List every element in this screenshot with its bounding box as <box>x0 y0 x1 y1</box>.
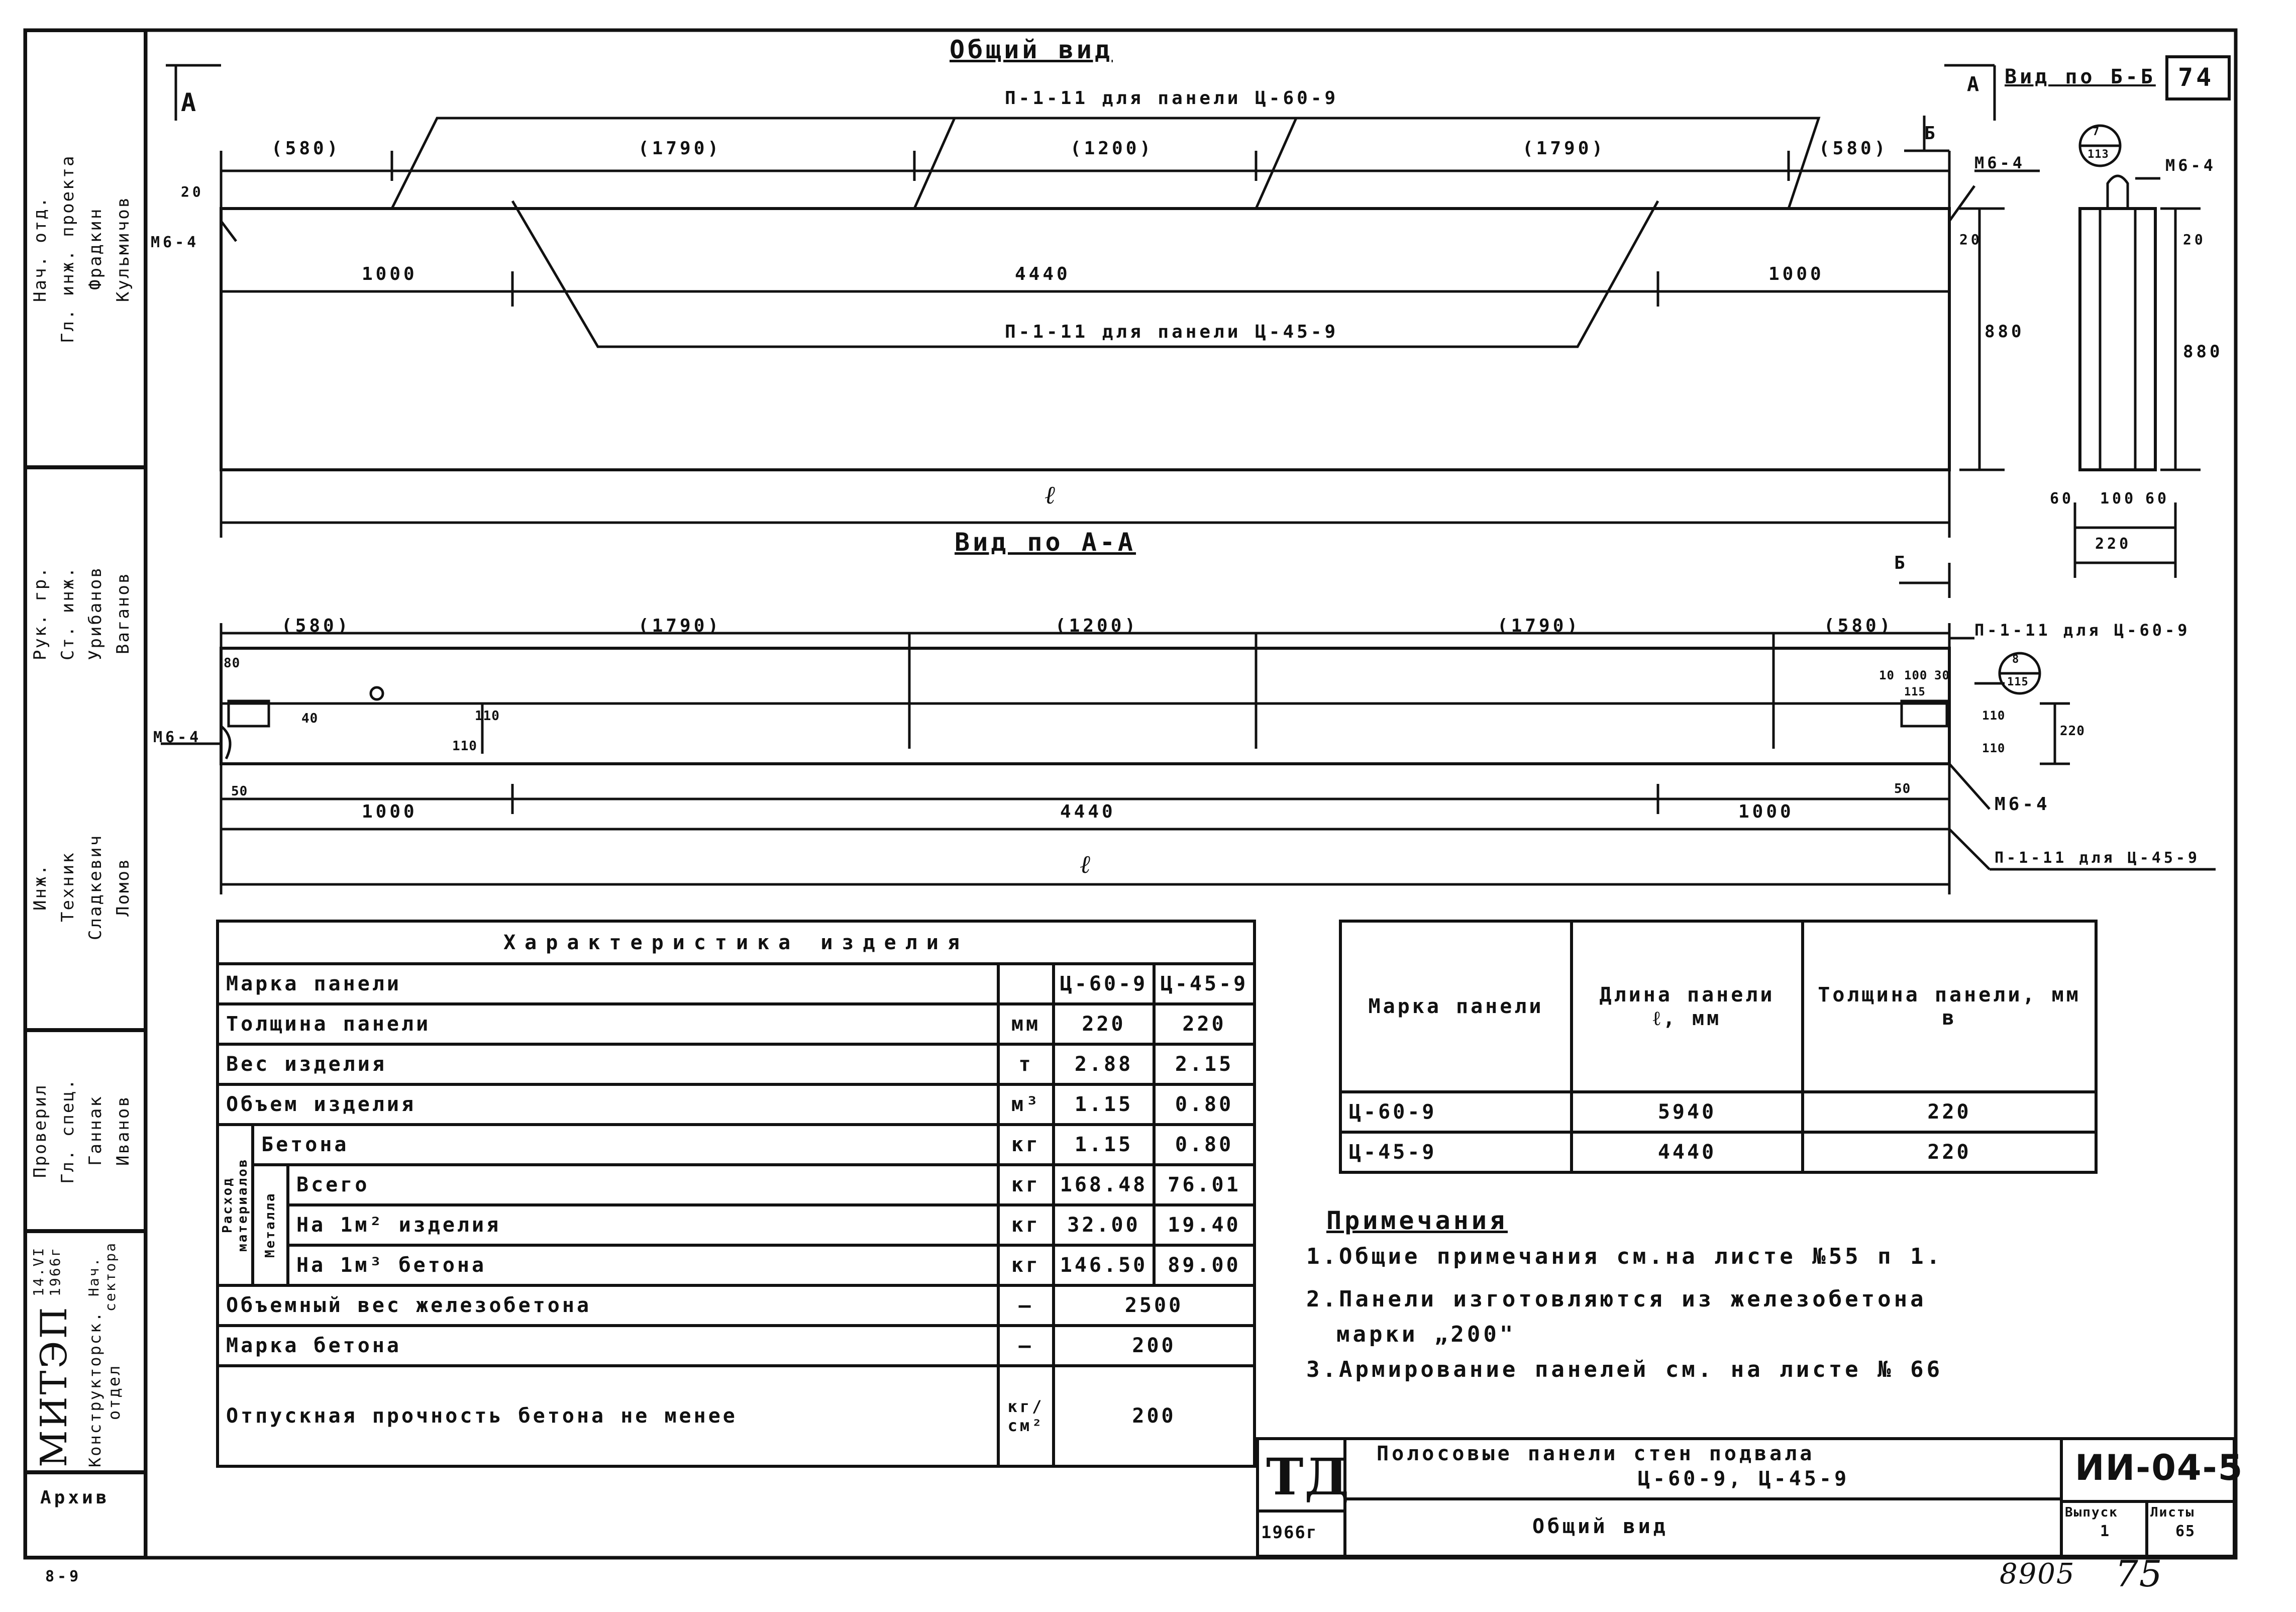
char-value: 0.80 <box>1175 1093 1234 1116</box>
sheet-value: 65 <box>2175 1523 2196 1540</box>
aa-small-2: 110 <box>475 709 500 724</box>
callout-side-top: 7 <box>2093 126 2100 138</box>
char-value: 76.01 <box>1168 1173 1241 1196</box>
char-row-label: Толщина панели <box>218 1004 998 1044</box>
top-dim-2: (1200) <box>1070 138 1154 159</box>
stamp-dept: Конструкторск. отдел <box>85 1311 124 1467</box>
title-year: 1966г <box>1261 1523 1318 1543</box>
characteristic-table: Характеристика изделия Марка панели Ц-60-9 Ц-45-9 Толщина панели мм 220 220 Вес изделия т 2.88 2.15 Объем изделия м³ 1.15 0.80 Расход материалов Бетона кг 1.15 0.80 Металла Всего кг 168.48 76.01 На 1м² изделия кг 32.00 19.40 На 1м³ бетона кг 146.50 89.00 Объемный вес железобетона — 2500 Марка бетона — 200 Отпускная прочность бетона не менее кг/см² 200 <box>216 920 1256 1468</box>
stamp-name-5: Ломов <box>113 857 133 917</box>
stamp-role-1: Гл. инж. проекта <box>58 154 78 343</box>
aa-top-dim-0: (580) <box>281 616 351 636</box>
issue-label: Выпуск <box>2065 1505 2118 1520</box>
stamp-name-3: Ваганов <box>113 571 133 655</box>
section-a-left: А <box>181 88 199 117</box>
char-value: 2500 <box>1054 1285 1255 1326</box>
panel-cell: 220 <box>1803 1092 2096 1132</box>
notes-title: Примечания <box>1326 1206 1508 1235</box>
panel-table <box>1339 920 2098 1174</box>
panel-cell: Ц-45-9 <box>1340 1132 1572 1172</box>
top-dim-3: (1790) <box>1522 138 1606 159</box>
col-mark-1: Ц-60-9 <box>1055 965 1156 1002</box>
side-stamp-archive <box>25 1472 146 1558</box>
top-dim-1: (1790) <box>638 138 722 159</box>
dim-880-side: 880 <box>2183 342 2223 362</box>
note-p1-top: П-1-11 для панели Ц-60-9 <box>1005 88 1339 109</box>
stamp-role-6: Проверил <box>30 1083 50 1178</box>
stamp-date: 14.VI 1966г <box>30 1246 63 1296</box>
aa-small-10: 110 <box>1982 709 2006 723</box>
aa-top-dim-3: (1790) <box>1497 616 1581 636</box>
char-value: 200 <box>1054 1366 1255 1466</box>
panel-cell: 4440 <box>1572 1132 1803 1172</box>
panel-cell: Ц-60-9 <box>1340 1092 1572 1132</box>
side-dim-100: 100 <box>2100 490 2137 508</box>
top-dim-4: (580) <box>1819 138 1889 159</box>
aa-small-0: 80 <box>224 656 241 671</box>
archive-number: 8905 <box>2000 1558 2075 1590</box>
stamp-name-4: Сладкевич <box>85 834 106 940</box>
section-a-right: А <box>1967 73 1982 96</box>
aa-small-1: 40 <box>301 711 319 726</box>
dim-20-left: 20 <box>181 183 204 200</box>
dim-880-right: 880 <box>1985 322 2025 342</box>
char-value: 19.40 <box>1168 1214 1241 1237</box>
char-row-label: На 1м³ бетона <box>288 1245 998 1285</box>
aa-mid-dim-2: 1000 <box>1738 801 1794 822</box>
char-table-title: Характеристика изделия <box>218 921 1255 964</box>
stamp-name-2: Урибанов <box>85 566 106 660</box>
char-value: 2.15 <box>1175 1053 1234 1076</box>
title-line-2: Ц-60-9, Ц-45-9 <box>1638 1467 1850 1490</box>
note-p2-right: П-1-11 для Ц-45-9 <box>1995 849 2201 867</box>
title-org: ТД <box>1266 1447 1350 1506</box>
page-number: 75 <box>2115 1553 2163 1595</box>
note-2: 2.Панели изготовляются из железобетона <box>1306 1286 1927 1312</box>
stamp-name-7: Иванов <box>113 1095 133 1166</box>
stamp-archive: Архив <box>40 1487 110 1508</box>
callout-aa-top: 8 <box>2012 653 2020 666</box>
callout-aa-bottom: 115 <box>2007 676 2029 688</box>
mb-left-aa: М6-4 <box>153 729 202 746</box>
char-row-label: На 1м² изделия <box>288 1205 998 1245</box>
mb-right-aa: М6-4 <box>1995 794 2050 815</box>
char-value: 1.15 <box>1055 1086 1156 1123</box>
stamp-role-3: Ст. инж. <box>58 566 78 660</box>
char-row-label: Бетона <box>253 1125 998 1165</box>
char-row-label: Марка бетона <box>218 1326 998 1366</box>
note-1: 1.Общие примечания см.на листе №55 п 1. <box>1306 1244 1943 1269</box>
top-dim-0: (580) <box>271 138 341 159</box>
stamp-role-0: Нач. отд. <box>30 195 50 302</box>
metal-group: Металла <box>263 1192 278 1258</box>
char-value: 89.00 <box>1168 1254 1241 1277</box>
stamp-corner: 8-9 <box>45 1568 82 1585</box>
consumption-group: Расход материалов <box>220 1158 250 1252</box>
aa-mid-dim-0: 1000 <box>362 801 418 822</box>
char-row-label: Вес изделия <box>218 1044 998 1084</box>
note-3: 3.Армирование панелей см. на листе № 66 <box>1306 1357 1943 1382</box>
stamp-role-7: Гл. спец. <box>58 1077 78 1184</box>
char-row-label: Отпускная прочность бетона не менее <box>218 1366 998 1466</box>
aa-small-3: 110 <box>452 739 477 754</box>
char-value: 32.00 <box>1055 1206 1156 1244</box>
panel-header-length: Длина панели ℓ, мм <box>1572 921 1803 1092</box>
mb-left: М6-4 <box>151 234 199 251</box>
panel-cell: 5940 <box>1572 1092 1803 1132</box>
char-value: 220 <box>1182 1013 1226 1036</box>
aa-small-11: 110 <box>1982 741 2006 755</box>
view-b-title: Вид по Б-Б <box>2005 65 2156 88</box>
callout-side-bottom: 113 <box>2088 148 2109 161</box>
aa-small-4: 50 <box>231 784 248 799</box>
sheet-number-top: 74 <box>2178 63 2215 92</box>
section-b-bottom: Б <box>1894 553 1908 573</box>
title-code: ИИ-04-5 <box>2075 1447 2244 1488</box>
aa-small-7: 100 <box>1904 668 1928 682</box>
char-row-label: Марка панели <box>218 964 998 1004</box>
stamp-role-8: Нач. сектора <box>85 1241 119 1312</box>
char-value: 0.80 <box>1175 1133 1234 1156</box>
char-row-label: Объем изделия <box>218 1084 998 1125</box>
panel-cell: 220 <box>1803 1132 2096 1172</box>
char-row-label: Объемный вес железобетона <box>218 1285 998 1326</box>
stamp-role-5: Техник <box>58 851 78 923</box>
aa-top-dim-4: (580) <box>1824 616 1894 636</box>
mb-right: М6-4 <box>1974 153 2026 172</box>
note-p2-top: П-1-11 для панели Ц-45-9 <box>1005 322 1339 342</box>
general-view-title: Общий вид <box>950 35 1113 64</box>
panel-header-thickness: Толщина панели, мм в <box>1803 921 2096 1092</box>
side-dim-60a: 60 <box>2050 490 2074 508</box>
stamp-role-2: Рук. гр. <box>30 566 50 660</box>
mid-dim-2: 1000 <box>1768 264 1824 284</box>
char-value: 146.50 <box>1055 1247 1156 1284</box>
dim-20-right: 20 <box>1959 231 1982 248</box>
mb-side-view: М6-4 <box>2165 156 2217 175</box>
aa-small-6: 10 <box>1879 668 1895 682</box>
view-aa-title: Вид по А-А <box>955 528 1136 557</box>
aa-top-dim-1: (1790) <box>638 616 722 636</box>
section-b-top: Б <box>1924 123 1938 144</box>
dim-20-side: 20 <box>2183 231 2206 248</box>
aa-small-5: 50 <box>1894 781 1911 796</box>
side-dim-total: 220 <box>2095 535 2132 553</box>
col-mark-2: Ц-45-9 <box>1160 972 1248 995</box>
side-dim-60b: 60 <box>2145 490 2170 508</box>
stamp-name-0: Фрадкин <box>85 207 106 290</box>
note-p1-right: П-1-11 для Ц-60-9 <box>1974 621 2190 640</box>
char-row-label: Всего <box>288 1165 998 1205</box>
aa-top-dim-2: (1200) <box>1055 616 1139 636</box>
aa-mid-dim-1: 4440 <box>1060 801 1116 822</box>
char-value: 2.88 <box>1055 1046 1156 1083</box>
panel-header-mark: Марка панели <box>1340 921 1572 1092</box>
char-value: 168.48 <box>1055 1166 1156 1203</box>
title-line-1: Полосовые панели стен подвала <box>1377 1442 1815 1465</box>
aa-small-8: 30 <box>1934 668 1950 682</box>
stamp-role-4: Инж. <box>30 863 50 911</box>
stamp-name-1: Кульмичов <box>113 195 133 302</box>
char-value: 200 <box>1054 1326 1255 1366</box>
issue-value: 1 <box>2100 1523 2111 1540</box>
stamp-org: МИТЭП <box>33 1305 75 1467</box>
stamp-name-6: Ганнак <box>85 1095 106 1166</box>
length-label-top: ℓ <box>1045 480 1059 510</box>
aa-small-12: 220 <box>2060 724 2085 739</box>
char-value: 1.15 <box>1055 1126 1156 1163</box>
title-subtitle: Общий вид <box>1532 1515 1668 1538</box>
char-value: 220 <box>1055 1005 1156 1043</box>
note-2b: марки „200" <box>1336 1322 1516 1347</box>
mid-dim-0: 1000 <box>362 264 418 284</box>
aa-small-9: 115 <box>1904 686 1926 698</box>
length-label-bottom: ℓ <box>1080 849 1094 879</box>
mid-dim-1: 4440 <box>1015 264 1071 284</box>
sheet-label: Листы <box>2150 1505 2195 1520</box>
